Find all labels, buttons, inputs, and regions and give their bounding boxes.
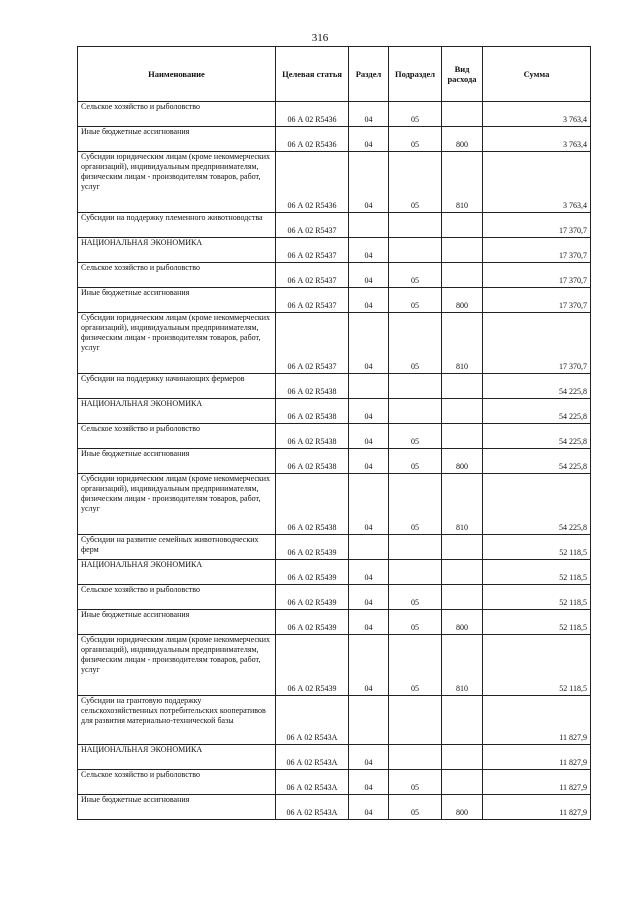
cell-podrazdel [389, 745, 442, 770]
cell-name: Сельское хозяйство и рыболовство [78, 585, 276, 610]
cell-name: НАЦИОНАЛЬНАЯ ЭКОНОМИКА [78, 560, 276, 585]
cell-vid [442, 374, 483, 399]
cell-code: 06 А 02 R5438 [276, 449, 349, 474]
cell-podrazdel [389, 374, 442, 399]
table-row [78, 795, 591, 820]
cell-name: Субсидии юридическим лицам (кроме некоммерческих организаций), индивидуальным предпринимателям, физическим лицам - производителям товаров, работ, услуг [78, 152, 276, 213]
table-row [78, 449, 591, 474]
cell-name: Сельское хозяйство и рыболовство [78, 424, 276, 449]
cell-vid [442, 585, 483, 610]
cell-name: Субсидии юридическим лицам (кроме некоммерческих организаций), индивидуальным предпринимателям, физическим лицам - производителям товаров, работ, услуг [78, 635, 276, 696]
cell-vid: 810 [442, 313, 483, 374]
cell-razdel: 04 [349, 102, 389, 127]
cell-summa: 52 118,5 [483, 635, 591, 696]
header-code: Целевая статья [276, 47, 349, 102]
table-row [78, 102, 591, 127]
cell-code: 06 А 02 R5438 [276, 374, 349, 399]
cell-vid [442, 399, 483, 424]
cell-name: Субсидии на поддержку племенного животноводства [78, 213, 276, 238]
cell-vid [442, 745, 483, 770]
cell-podrazdel: 05 [389, 263, 442, 288]
cell-summa: 17 370,7 [483, 213, 591, 238]
cell-podrazdel [389, 399, 442, 424]
header-podrazdel: Подраздел [389, 47, 442, 102]
cell-razdel: 04 [349, 399, 389, 424]
cell-summa: 54 225,8 [483, 424, 591, 449]
cell-vid [442, 102, 483, 127]
cell-razdel: 04 [349, 424, 389, 449]
table-header [78, 47, 591, 102]
cell-razdel: 04 [349, 635, 389, 696]
header-summa: Сумма [483, 47, 591, 102]
header-razdel: Раздел [349, 47, 389, 102]
cell-name: Иные бюджетные ассигнования [78, 610, 276, 635]
cell-name: НАЦИОНАЛЬНАЯ ЭКОНОМИКА [78, 745, 276, 770]
cell-podrazdel [389, 535, 442, 560]
cell-code: 06 А 02 R5437 [276, 238, 349, 263]
table-row [78, 238, 591, 263]
cell-vid: 800 [442, 127, 483, 152]
cell-podrazdel [389, 560, 442, 585]
cell-vid [442, 770, 483, 795]
cell-razdel: 04 [349, 313, 389, 374]
cell-name: НАЦИОНАЛЬНАЯ ЭКОНОМИКА [78, 399, 276, 424]
cell-name: Иные бюджетные ассигнования [78, 288, 276, 313]
cell-code: 06 А 02 R5437 [276, 313, 349, 374]
table-row [78, 213, 591, 238]
cell-code: 06 А 02 R5436 [276, 102, 349, 127]
cell-podrazdel: 05 [389, 152, 442, 213]
cell-vid: 800 [442, 610, 483, 635]
page-number: 316 [311, 32, 329, 44]
cell-summa: 54 225,8 [483, 449, 591, 474]
cell-code: 06 А 02 R5436 [276, 152, 349, 213]
cell-summa: 3 763,4 [483, 127, 591, 152]
cell-podrazdel: 05 [389, 635, 442, 696]
cell-summa: 11 827,9 [483, 696, 591, 745]
cell-summa: 17 370,7 [483, 263, 591, 288]
cell-vid [442, 424, 483, 449]
cell-summa: 54 225,8 [483, 374, 591, 399]
cell-code: 06 А 02 R5438 [276, 424, 349, 449]
cell-vid [442, 535, 483, 560]
cell-summa: 3 763,4 [483, 152, 591, 213]
cell-razdel: 04 [349, 263, 389, 288]
cell-summa: 11 827,9 [483, 770, 591, 795]
header-vid: Вид расхода [442, 47, 483, 102]
cell-summa: 11 827,9 [483, 795, 591, 820]
cell-summa: 52 118,5 [483, 535, 591, 560]
cell-code: 06 А 02 R543А [276, 795, 349, 820]
cell-razdel: 04 [349, 449, 389, 474]
cell-podrazdel [389, 213, 442, 238]
cell-summa: 52 118,5 [483, 560, 591, 585]
cell-code: 06 А 02 R543А [276, 745, 349, 770]
cell-podrazdel [389, 696, 442, 745]
cell-razdel: 04 [349, 152, 389, 213]
cell-razdel [349, 374, 389, 399]
cell-name: Субсидии на поддержку начинающих фермеров [78, 374, 276, 399]
cell-code: 06 А 02 R5437 [276, 213, 349, 238]
cell-razdel: 04 [349, 238, 389, 263]
table-row [78, 424, 591, 449]
table-body [78, 102, 591, 820]
cell-summa: 54 225,8 [483, 399, 591, 424]
cell-code: 06 А 02 R543А [276, 696, 349, 745]
table-row [78, 374, 591, 399]
cell-name: Субсидии на развитие семейных животноводческих ферм [78, 535, 276, 560]
cell-name: Иные бюджетные ассигнования [78, 449, 276, 474]
cell-summa: 17 370,7 [483, 288, 591, 313]
table-row [78, 535, 591, 560]
cell-name: Сельское хозяйство и рыболовство [78, 263, 276, 288]
cell-vid: 810 [442, 635, 483, 696]
cell-summa: 52 118,5 [483, 610, 591, 635]
table-row [78, 745, 591, 770]
cell-summa: 17 370,7 [483, 313, 591, 374]
cell-razdel [349, 213, 389, 238]
cell-summa: 17 370,7 [483, 238, 591, 263]
cell-code: 06 А 02 R5439 [276, 560, 349, 585]
table-row [78, 263, 591, 288]
table-row [78, 127, 591, 152]
cell-razdel: 04 [349, 610, 389, 635]
cell-razdel [349, 535, 389, 560]
cell-name: Субсидии на грантовую поддержку сельскохозяйственных потребительских кооперативов для развития материально-технической базы [78, 696, 276, 745]
cell-podrazdel: 05 [389, 770, 442, 795]
cell-code: 06 А 02 R5439 [276, 610, 349, 635]
cell-razdel: 04 [349, 795, 389, 820]
cell-name: Иные бюджетные ассигнования [78, 127, 276, 152]
cell-podrazdel [389, 238, 442, 263]
cell-name: Сельское хозяйство и рыболовство [78, 102, 276, 127]
cell-code: 06 А 02 R5439 [276, 635, 349, 696]
cell-razdel: 04 [349, 288, 389, 313]
table-row [78, 399, 591, 424]
cell-summa: 11 827,9 [483, 745, 591, 770]
header-name: Наименование [78, 47, 276, 102]
cell-code: 06 А 02 R5438 [276, 474, 349, 535]
cell-razdel: 04 [349, 474, 389, 535]
cell-razdel: 04 [349, 560, 389, 585]
budget-table [77, 46, 591, 820]
cell-code: 06 А 02 R5439 [276, 535, 349, 560]
cell-vid: 800 [442, 795, 483, 820]
cell-code: 06 А 02 R5437 [276, 263, 349, 288]
cell-podrazdel: 05 [389, 424, 442, 449]
table-row [78, 560, 591, 585]
cell-code: 06 А 02 R5437 [276, 288, 349, 313]
cell-podrazdel: 05 [389, 102, 442, 127]
cell-summa: 52 118,5 [483, 585, 591, 610]
cell-razdel: 04 [349, 770, 389, 795]
table-row [78, 696, 591, 745]
cell-razdel: 04 [349, 127, 389, 152]
table-row [78, 585, 591, 610]
cell-code: 06 А 02 R5436 [276, 127, 349, 152]
cell-podrazdel: 05 [389, 585, 442, 610]
cell-name: Субсидии юридическим лицам (кроме некоммерческих организаций), индивидуальным предпринимателям, физическим лицам - производителям товаров, работ, услуг [78, 313, 276, 374]
cell-code: 06 А 02 R5439 [276, 585, 349, 610]
cell-podrazdel: 05 [389, 795, 442, 820]
cell-vid: 800 [442, 449, 483, 474]
cell-name: Сельское хозяйство и рыболовство [78, 770, 276, 795]
cell-vid [442, 238, 483, 263]
cell-razdel [349, 696, 389, 745]
table-row [78, 313, 591, 374]
cell-razdel: 04 [349, 585, 389, 610]
header-row [78, 47, 591, 102]
table-row [78, 288, 591, 313]
cell-vid [442, 263, 483, 288]
cell-name: Субсидии юридическим лицам (кроме некоммерческих организаций), индивидуальным предпринимателям, физическим лицам - производителям товаров, работ, услуг [78, 474, 276, 535]
cell-podrazdel: 05 [389, 449, 442, 474]
cell-vid: 800 [442, 288, 483, 313]
cell-code: 06 А 02 R543А [276, 770, 349, 795]
cell-vid [442, 696, 483, 745]
cell-name: Иные бюджетные ассигнования [78, 795, 276, 820]
cell-summa: 54 225,8 [483, 474, 591, 535]
cell-podrazdel: 05 [389, 127, 442, 152]
table-row [78, 770, 591, 795]
cell-code: 06 А 02 R5438 [276, 399, 349, 424]
table-row [78, 635, 591, 696]
cell-vid: 810 [442, 152, 483, 213]
cell-podrazdel: 05 [389, 610, 442, 635]
table-row [78, 474, 591, 535]
cell-razdel: 04 [349, 745, 389, 770]
cell-vid: 810 [442, 474, 483, 535]
cell-podrazdel: 05 [389, 474, 442, 535]
cell-summa: 3 763,4 [483, 102, 591, 127]
cell-podrazdel: 05 [389, 313, 442, 374]
cell-vid [442, 560, 483, 585]
cell-podrazdel: 05 [389, 288, 442, 313]
cell-name: НАЦИОНАЛЬНАЯ ЭКОНОМИКА [78, 238, 276, 263]
table-row [78, 152, 591, 213]
cell-vid [442, 213, 483, 238]
table-row [78, 610, 591, 635]
